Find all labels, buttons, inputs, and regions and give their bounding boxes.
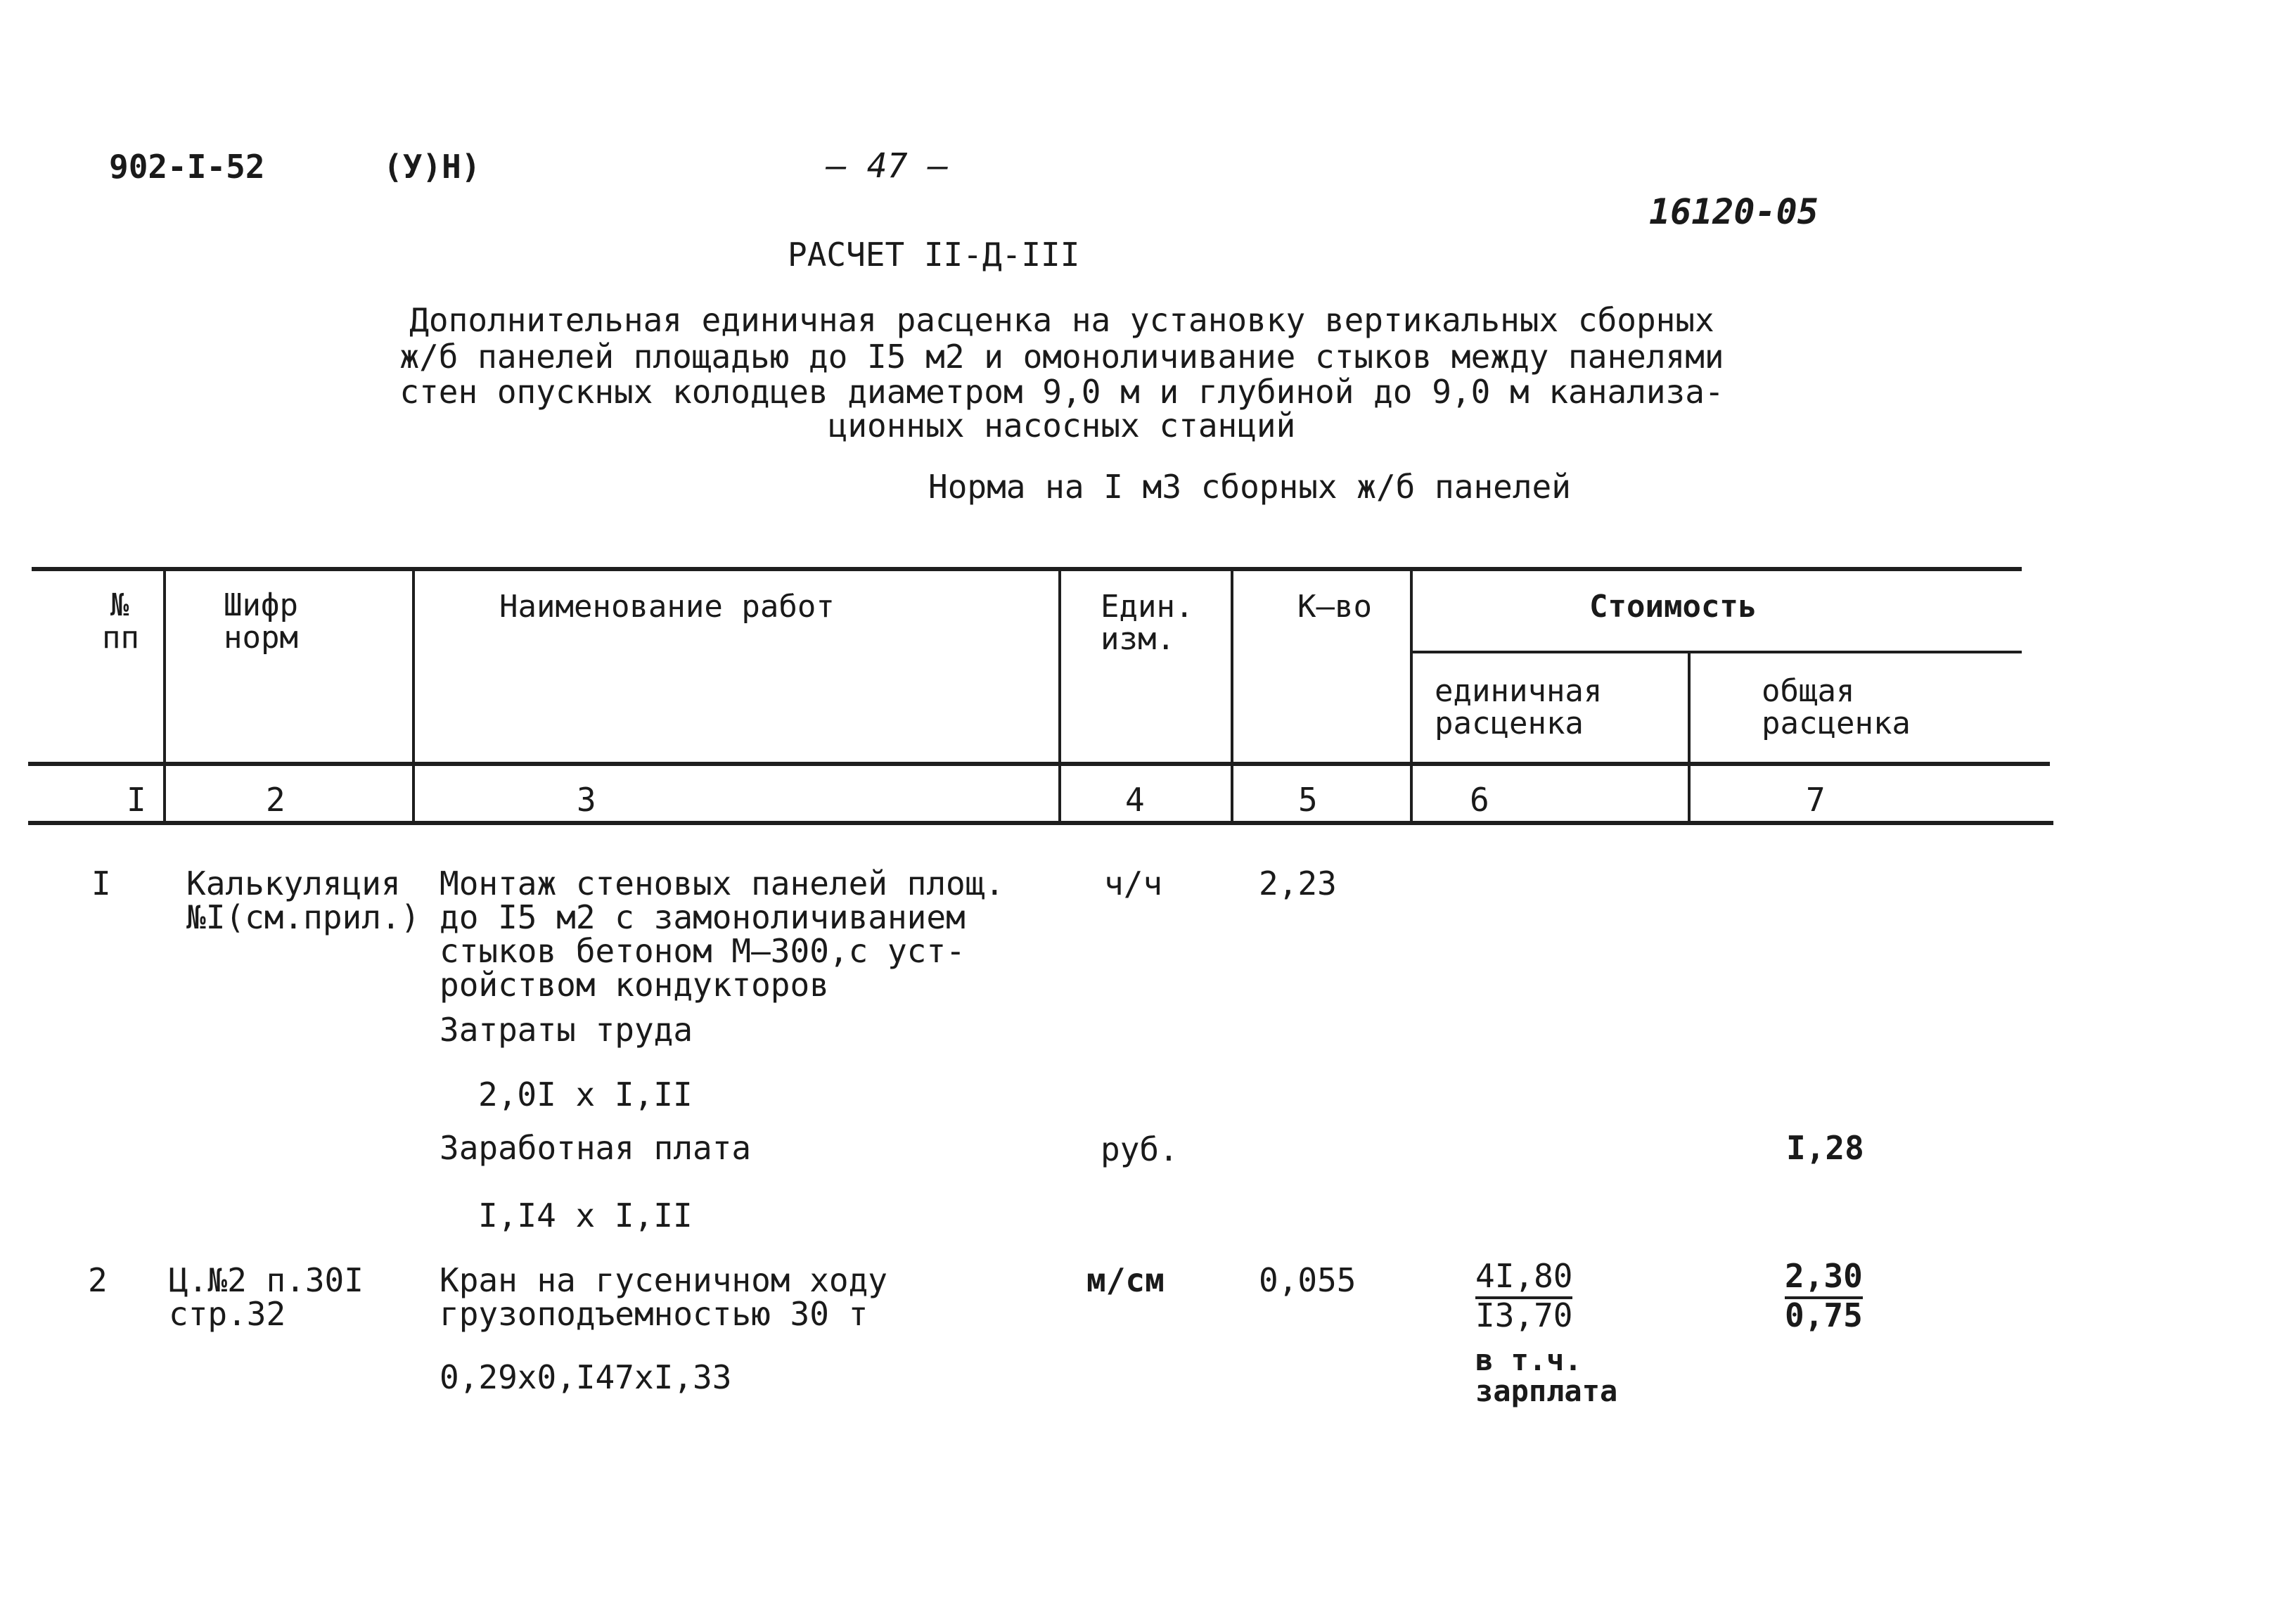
col-divider-5 bbox=[1410, 567, 1413, 825]
row-2-formula: 0,29х0,I47хI,33 bbox=[440, 1358, 732, 1396]
row-1-labor-formula: 2,0I х I,II bbox=[478, 1075, 693, 1113]
col-divider-1 bbox=[163, 567, 166, 825]
row-2-unit-price-note: в т.ч. зарплата bbox=[1475, 1343, 1618, 1408]
description-line-1: Дополнительная единичная расценка на установку вертикальных сборных bbox=[409, 301, 1714, 339]
header-total-price: общая расценка bbox=[1762, 673, 1911, 741]
header-unit: Един. изм. bbox=[1101, 589, 1194, 657]
document-code: 902-I-52 bbox=[109, 148, 265, 186]
row-1-labor-label: Затраты труда bbox=[440, 1011, 693, 1049]
row-2-total: 2,30 0,75 bbox=[1785, 1257, 1863, 1334]
row-2-name: Кран на гусеничном ходу грузоподъемностью 30 т bbox=[440, 1261, 887, 1333]
row-2-unit: м/см bbox=[1086, 1261, 1165, 1299]
header-cost: Стоимость bbox=[1589, 589, 1757, 625]
col-divider-6 bbox=[1688, 652, 1691, 825]
column-number-6: 6 bbox=[1470, 781, 1489, 819]
row-1-wage-unit: руб. bbox=[1101, 1130, 1179, 1168]
column-number-1: I bbox=[127, 781, 146, 819]
numbers-bottom-border bbox=[28, 821, 2053, 825]
page-title: РАСЧЕТ II-Д-III bbox=[788, 236, 1080, 274]
header-name: Наименование работ bbox=[499, 589, 835, 625]
row-1-qty: 2,23 bbox=[1259, 864, 1337, 902]
column-number-3: 3 bbox=[577, 781, 596, 819]
cost-divider bbox=[1410, 651, 2022, 653]
column-number-7: 7 bbox=[1806, 781, 1826, 819]
table-top-border bbox=[32, 567, 2022, 571]
description-line-4: ционных насосных станций bbox=[828, 407, 1296, 445]
row-2-code: Ц.№2 п.30I стр.32 bbox=[169, 1261, 364, 1333]
row-2-num: 2 bbox=[88, 1261, 108, 1299]
row-1-name: Монтаж стеновых панелей площ. до I5 м2 с замоноличиванием стыков бетоном М–300,с уст- ройством кондукторов bbox=[440, 864, 1005, 1004]
header-bottom-border bbox=[28, 762, 2050, 766]
header-unit-price: единичная расценка bbox=[1435, 673, 1603, 741]
header-num: № пп bbox=[102, 587, 139, 656]
row-1-num: I bbox=[91, 864, 111, 902]
col-divider-2 bbox=[412, 567, 415, 825]
row-1-unit: ч/ч bbox=[1104, 864, 1163, 902]
header-qty: К–во bbox=[1297, 589, 1372, 625]
page-number: – 47 – bbox=[826, 146, 949, 186]
row-2-qty: 0,055 bbox=[1259, 1261, 1357, 1299]
col-divider-3 bbox=[1058, 567, 1061, 825]
description-line-2: ж/б панелей площадью до I5 м2 и омоноличивание стыков между панелями bbox=[399, 338, 1724, 376]
description-line-3: стен опускных колодцев диаметром 9,0 м и глубиной до 9,0 м канализа- bbox=[399, 373, 1724, 411]
row-1-code: Калькуляция №I(см.прил.) bbox=[186, 864, 421, 936]
row-1-wage-label: Заработная плата bbox=[440, 1129, 752, 1167]
header-code: Шифр норм bbox=[224, 587, 298, 656]
col-divider-4 bbox=[1231, 567, 1233, 825]
column-number-2: 2 bbox=[266, 781, 286, 819]
norma-text: Норма на I м3 сборных ж/б панелей bbox=[928, 468, 1571, 506]
column-number-4: 4 bbox=[1125, 781, 1145, 819]
row-1-wage-total: I,28 bbox=[1786, 1129, 1864, 1167]
row-1-wage-formula: I,I4 х I,II bbox=[478, 1196, 693, 1234]
row-2-unit-price: 4I,80 I3,70 bbox=[1475, 1257, 1573, 1334]
document-mark: (У)Н) bbox=[383, 148, 481, 186]
archive-number: 16120-05 bbox=[1649, 191, 1819, 232]
column-number-5: 5 bbox=[1298, 781, 1318, 819]
